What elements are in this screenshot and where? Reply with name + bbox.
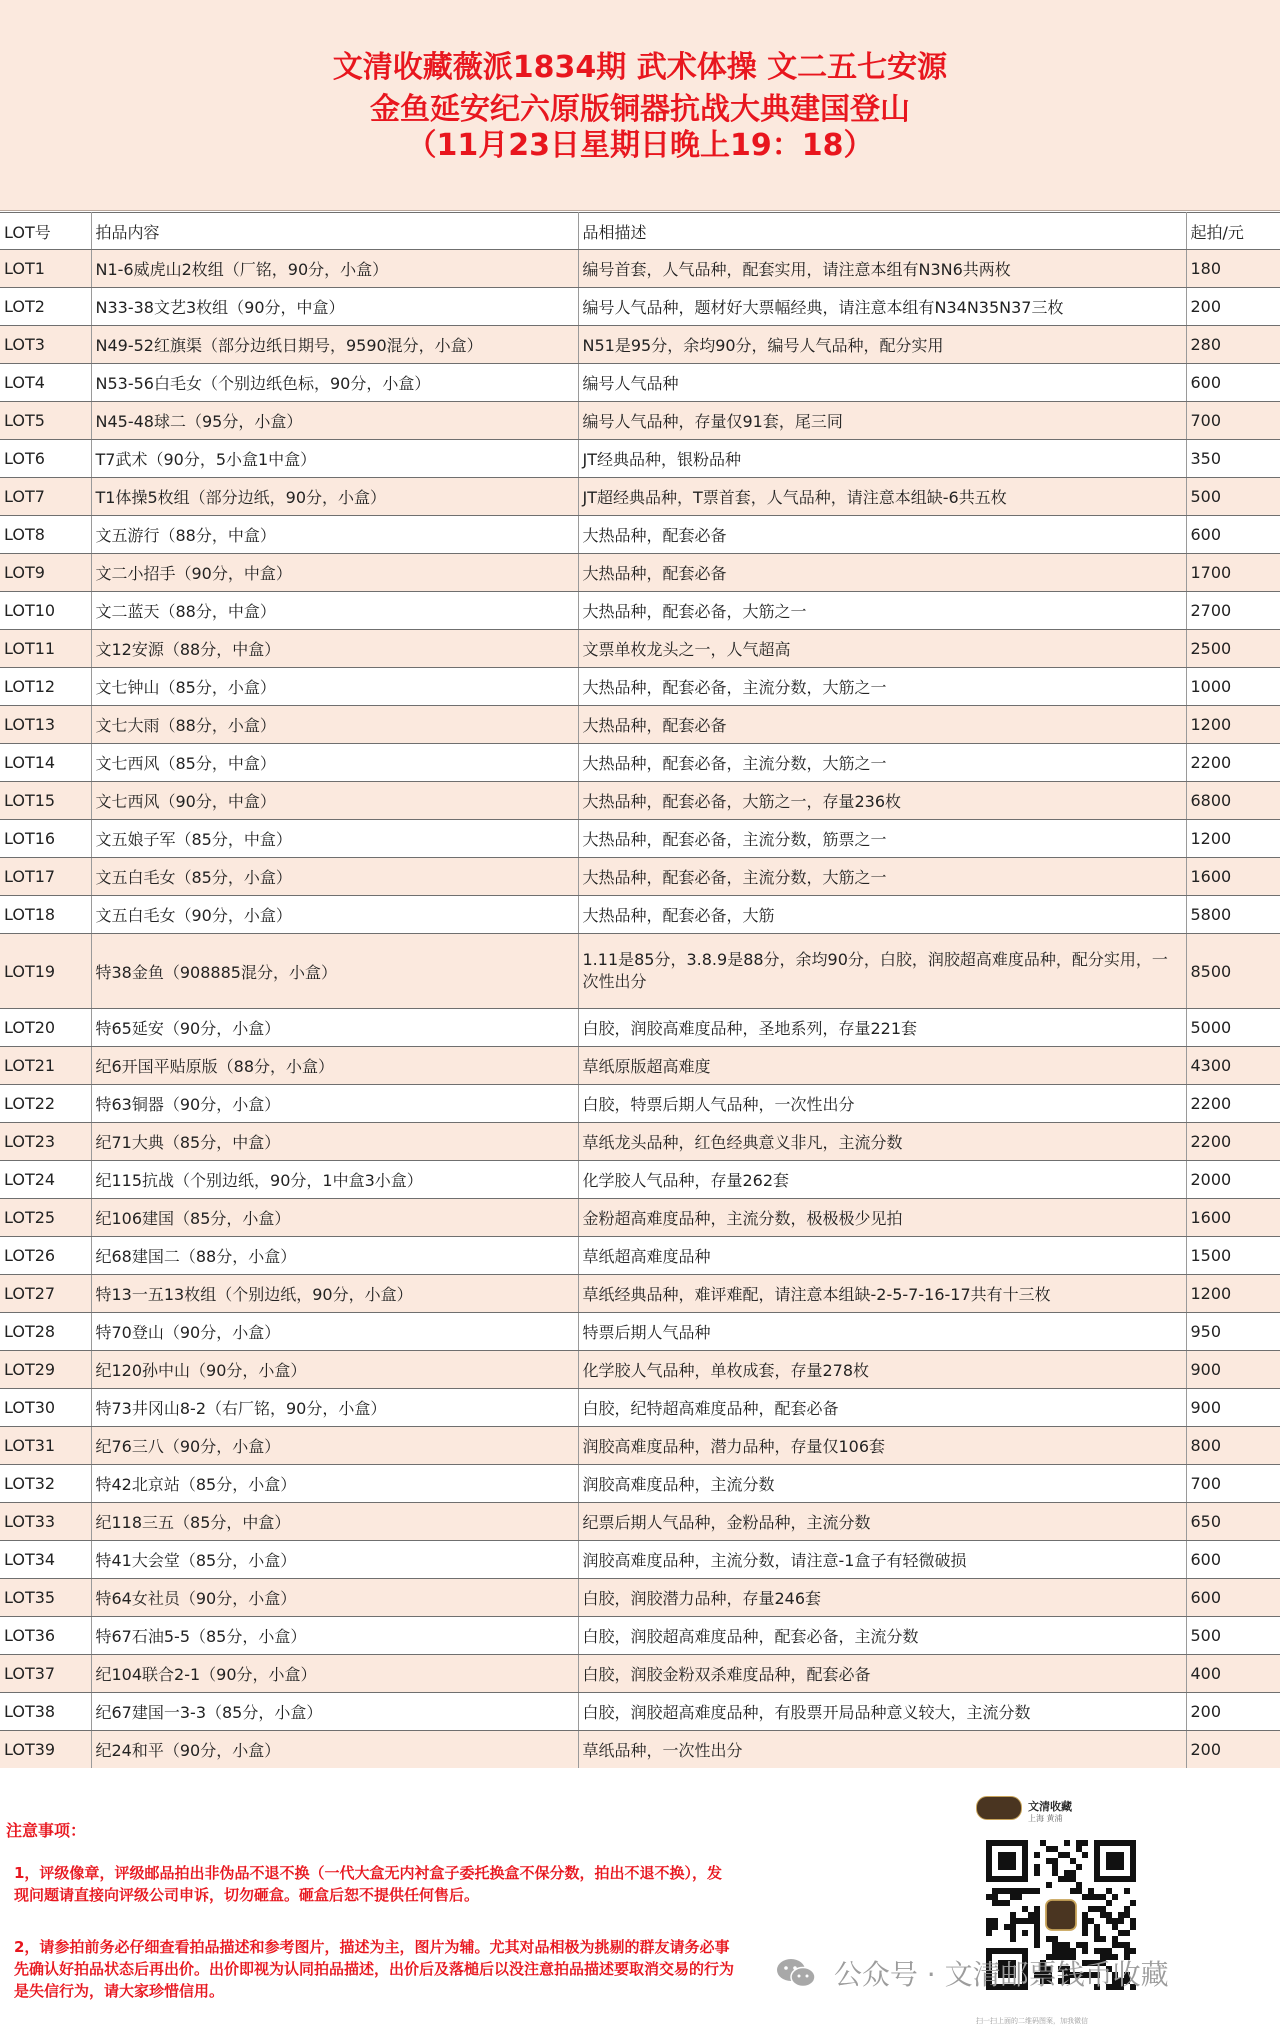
table-row	[0, 1693, 1280, 1731]
cell-lot-number: LOT37	[0, 1655, 91, 1693]
table-row	[0, 934, 1280, 1009]
cell-start-price: 500	[1186, 478, 1280, 516]
table-row	[0, 1427, 1280, 1465]
cell-item: 特41大会堂（85分，小盒）	[91, 1541, 578, 1579]
cell-description: 大热品种，配套必备，主流分数，筋票之一	[578, 820, 1186, 858]
cell-item: 纪118三五（85分，中盒）	[91, 1503, 578, 1541]
cell-lot-number: LOT25	[0, 1199, 91, 1237]
cell-description: 编号人气品种，题材好大票幅经典，请注意本组有N34N35N37三枚	[578, 288, 1186, 326]
cell-item: 纪68建国二（88分，小盒）	[91, 1237, 578, 1275]
table-row	[0, 1161, 1280, 1199]
cell-lot-number: LOT3	[0, 326, 91, 364]
cell-description: 白胶，润胶高难度品种，圣地系列，存量221套	[578, 1009, 1186, 1047]
cell-description: 金粉超高难度品种，主流分数，极极极少见拍	[578, 1199, 1186, 1237]
column-header-item: 拍品内容	[91, 213, 578, 250]
cell-lot-number: LOT13	[0, 706, 91, 744]
qr-brand-location: 上海 黄浦	[1028, 1814, 1063, 1823]
cell-description: 白胶，润胶金粉双杀难度品种，配套必备	[578, 1655, 1186, 1693]
cell-description: 白胶，润胶超高难度品种，配套必备，主流分数	[578, 1617, 1186, 1655]
cell-lot-number: LOT15	[0, 782, 91, 820]
table-row	[0, 1731, 1280, 1769]
title-line-1: 文清收藏薇派1834期 武术体操 文二五七安源	[332, 50, 948, 85]
cell-description: 润胶高难度品种，主流分数，请注意-1盒子有轻微破损	[578, 1541, 1186, 1579]
table-body	[0, 250, 1280, 1769]
cell-item: 纪71大典（85分，中盒）	[91, 1123, 578, 1161]
cell-lot-number: LOT32	[0, 1465, 91, 1503]
table-row	[0, 782, 1280, 820]
cell-item: 纪120孙中山（90分，小盒）	[91, 1351, 578, 1389]
cell-lot-number: LOT26	[0, 1237, 91, 1275]
cell-item: 文五白毛女（85分，小盒）	[91, 858, 578, 896]
cell-lot-number: LOT10	[0, 592, 91, 630]
cell-lot-number: LOT7	[0, 478, 91, 516]
cell-item: T1体操5枚组（部分边纸，90分，小盒）	[91, 478, 578, 516]
cell-lot-number: LOT6	[0, 440, 91, 478]
cell-start-price: 5000	[1186, 1009, 1280, 1047]
title-line-3: （11月23日星期日晚上19：18）	[406, 128, 874, 163]
table-row	[0, 1275, 1280, 1313]
cell-lot-number: LOT1	[0, 250, 91, 288]
table-row	[0, 858, 1280, 896]
cell-item: 特70登山（90分，小盒）	[91, 1313, 578, 1351]
cell-start-price: 180	[1186, 250, 1280, 288]
cell-start-price: 8500	[1186, 934, 1280, 1009]
cell-item: 文七西风（90分，中盒）	[91, 782, 578, 820]
cell-start-price: 500	[1186, 1617, 1280, 1655]
qr-brand-name: 文清收藏	[1028, 1800, 1072, 1813]
qr-caption: 扫一扫上面的二维码图案，加我微信	[976, 2017, 1088, 2025]
cell-description: JT经典品种，银粉品种	[578, 440, 1186, 478]
cell-lot-number: LOT21	[0, 1047, 91, 1085]
cell-item: 文二小招手（90分，中盒）	[91, 554, 578, 592]
cell-start-price: 200	[1186, 288, 1280, 326]
table-row	[0, 1503, 1280, 1541]
cell-lot-number: LOT19	[0, 934, 91, 1009]
table-row	[0, 1123, 1280, 1161]
table-row	[0, 1389, 1280, 1427]
cell-item: 纪104联合2-1（90分，小盒）	[91, 1655, 578, 1693]
cell-lot-number: LOT8	[0, 516, 91, 554]
table-row	[0, 516, 1280, 554]
cell-item: T7武术（90分，5小盒1中盒）	[91, 440, 578, 478]
table-row	[0, 820, 1280, 858]
cell-lot-number: LOT24	[0, 1161, 91, 1199]
cell-start-price: 1000	[1186, 668, 1280, 706]
cell-description: 草纸龙头品种，红色经典意义非凡，主流分数	[578, 1123, 1186, 1161]
cell-lot-number: LOT9	[0, 554, 91, 592]
cell-description: 大热品种，配套必备，大筋	[578, 896, 1186, 934]
table-header-row	[0, 213, 1280, 250]
cell-item: 特73井冈山8-2（右厂铭，90分，小盒）	[91, 1389, 578, 1427]
cell-description: 白胶，润胶超高难度品种，有股票开局品种意义较大，主流分数	[578, 1693, 1186, 1731]
cell-start-price: 650	[1186, 1503, 1280, 1541]
table-row	[0, 744, 1280, 782]
cell-start-price: 1500	[1186, 1237, 1280, 1275]
cell-start-price: 900	[1186, 1389, 1280, 1427]
cell-start-price: 2000	[1186, 1161, 1280, 1199]
cell-item: N1-6威虎山2枚组（厂铭，90分，小盒）	[91, 250, 578, 288]
cell-item: 文12安源（88分，中盒）	[91, 630, 578, 668]
cell-start-price: 800	[1186, 1427, 1280, 1465]
table-row	[0, 1085, 1280, 1123]
cell-start-price: 5800	[1186, 896, 1280, 934]
cell-description: 大热品种，配套必备	[578, 554, 1186, 592]
cell-start-price: 280	[1186, 326, 1280, 364]
table-row	[0, 1237, 1280, 1275]
cell-item: 纪115抗战（个别边纸，90分，1中盒3小盒）	[91, 1161, 578, 1199]
cell-description: 大热品种，配套必备，主流分数，大筋之一	[578, 744, 1186, 782]
cell-lot-number: LOT18	[0, 896, 91, 934]
cell-start-price: 950	[1186, 1313, 1280, 1351]
column-header-lot: LOT号	[0, 213, 91, 250]
cell-description: 编号首套，人气品种，配套实用，请注意本组有N3N6共两枚	[578, 250, 1186, 288]
cell-description: 大热品种，配套必备	[578, 706, 1186, 744]
cell-item: 文二蓝天（88分，中盒）	[91, 592, 578, 630]
cell-lot-number: LOT28	[0, 1313, 91, 1351]
cell-item: 特42北京站（85分，小盒）	[91, 1465, 578, 1503]
qr-brand	[976, 1796, 1126, 1826]
cell-lot-number: LOT27	[0, 1275, 91, 1313]
cell-description: 大热品种，配套必备	[578, 516, 1186, 554]
table-row	[0, 1579, 1280, 1617]
cell-start-price: 1700	[1186, 554, 1280, 592]
notes-paragraph-2: 2，请参拍前务必仔细查看拍品描述和参考图片，描述为主，图片为辅。尤其对品相极为挑剔的群友请务必事先确认好拍品状态后再出价。出价即视为认同拍品描述，出价后及落槌后以没注意拍品描述要取消交易的行为是失信行为，请大家珍惜信用。	[14, 1938, 735, 2000]
column-header-start-price: 起拍/元	[1186, 213, 1280, 250]
cell-item: 特13一五13枚组（个别边纸，90分，小盒）	[91, 1275, 578, 1313]
cell-description: 草纸原版超高难度	[578, 1047, 1186, 1085]
column-header-description: 品相描述	[578, 213, 1186, 250]
cell-lot-number: LOT23	[0, 1123, 91, 1161]
table-row	[0, 250, 1280, 288]
table-row	[0, 1465, 1280, 1503]
cell-item: 文七大雨（88分，小盒）	[91, 706, 578, 744]
cell-start-price: 700	[1186, 1465, 1280, 1503]
cell-description: 1.11是85分，3.8.9是88分，余均90分，白胶，润胶超高难度品种，配分实用，一次性出分	[578, 934, 1186, 1009]
cell-lot-number: LOT4	[0, 364, 91, 402]
cell-item: 文七西风（85分，中盒）	[91, 744, 578, 782]
cell-description: N51是95分，余均90分，编号人气品种，配分实用	[578, 326, 1186, 364]
cell-item: 纪6开国平贴原版（88分，小盒）	[91, 1047, 578, 1085]
cell-start-price: 6800	[1186, 782, 1280, 820]
watermark-text: 公众号 · 文清邮票钱币收藏	[833, 1958, 1169, 1991]
table-row	[0, 1617, 1280, 1655]
cell-start-price: 200	[1186, 1731, 1280, 1769]
cell-lot-number: LOT36	[0, 1617, 91, 1655]
cell-lot-number: LOT16	[0, 820, 91, 858]
cell-item: 特64女社员（90分，小盒）	[91, 1579, 578, 1617]
cell-start-price: 1600	[1186, 858, 1280, 896]
cell-description: 草纸品种，一次性出分	[578, 1731, 1186, 1769]
cell-item: N45-48球二（95分，小盒）	[91, 402, 578, 440]
cell-item: 特63铜器（90分，小盒）	[91, 1085, 578, 1123]
cell-start-price: 1200	[1186, 820, 1280, 858]
table-row	[0, 668, 1280, 706]
cell-item: N49-52红旗渠（部分边纸日期号，9590混分，小盒）	[91, 326, 578, 364]
table-row	[0, 1351, 1280, 1389]
cell-lot-number: LOT12	[0, 668, 91, 706]
cell-item: 纪67建国一3-3（85分，小盒）	[91, 1693, 578, 1731]
cell-start-price: 200	[1186, 1693, 1280, 1731]
cell-description: 草纸经典品种，难评难配，请注意本组缺-2-5-7-16-17共有十三枚	[578, 1275, 1186, 1313]
cell-lot-number: LOT30	[0, 1389, 91, 1427]
cell-description: 白胶，纪特超高难度品种，配套必备	[578, 1389, 1186, 1427]
cell-lot-number: LOT20	[0, 1009, 91, 1047]
wechat-icon	[775, 1957, 817, 1989]
cell-start-price: 2200	[1186, 1123, 1280, 1161]
cell-description: 白胶，特票后期人气品种，一次性出分	[578, 1085, 1186, 1123]
cell-start-price: 600	[1186, 1541, 1280, 1579]
cell-start-price: 600	[1186, 516, 1280, 554]
cell-lot-number: LOT17	[0, 858, 91, 896]
table-row	[0, 478, 1280, 516]
cell-start-price: 600	[1186, 364, 1280, 402]
cell-lot-number: LOT38	[0, 1693, 91, 1731]
cell-lot-number: LOT22	[0, 1085, 91, 1123]
table-row	[0, 896, 1280, 934]
cell-lot-number: LOT31	[0, 1427, 91, 1465]
cell-description: 纪票后期人气品种，金粉品种，主流分数	[578, 1503, 1186, 1541]
cell-start-price: 400	[1186, 1655, 1280, 1693]
table-row	[0, 364, 1280, 402]
table-row	[0, 1313, 1280, 1351]
cell-lot-number: LOT34	[0, 1541, 91, 1579]
table-row	[0, 1655, 1280, 1693]
cell-item: 纪106建国（85分，小盒）	[91, 1199, 578, 1237]
cell-description: 润胶高难度品种，主流分数	[578, 1465, 1186, 1503]
notes-paragraph-1: 1，评级像章，评级邮品拍出非伪品不退不换（一代大盒无内衬盒子委托换盒不保分数，拍出不退不换），发现问题请直接向评级公司申诉，切勿砸盒。砸盒后恕不提供任何售后。	[14, 1864, 722, 1904]
cell-start-price: 2700	[1186, 592, 1280, 630]
cell-description: 大热品种，配套必备，大筋之一，存量236枚	[578, 782, 1186, 820]
table-row	[0, 440, 1280, 478]
cell-start-price: 2500	[1186, 630, 1280, 668]
cell-description: 编号人气品种，存量仅91套，尾三同	[578, 402, 1186, 440]
cell-lot-number: LOT5	[0, 402, 91, 440]
table-row	[0, 326, 1280, 364]
table-row	[0, 288, 1280, 326]
cell-start-price: 2200	[1186, 1085, 1280, 1123]
cell-description: 白胶，润胶潜力品种，存量246套	[578, 1579, 1186, 1617]
cell-lot-number: LOT11	[0, 630, 91, 668]
cell-item: 特67石油5-5（85分，小盒）	[91, 1617, 578, 1655]
cell-start-price: 350	[1186, 440, 1280, 478]
cell-lot-number: LOT29	[0, 1351, 91, 1389]
cell-description: 化学胶人气品种，存量262套	[578, 1161, 1186, 1199]
cell-start-price: 1200	[1186, 1275, 1280, 1313]
table-row	[0, 554, 1280, 592]
cell-description: 大热品种，配套必备，主流分数，大筋之一	[578, 668, 1186, 706]
cell-lot-number: LOT39	[0, 1731, 91, 1769]
cell-description: 草纸超高难度品种	[578, 1237, 1186, 1275]
table-row	[0, 1199, 1280, 1237]
table-row	[0, 1047, 1280, 1085]
cell-start-price: 2200	[1186, 744, 1280, 782]
cell-item: 纪24和平（90分，小盒）	[91, 1731, 578, 1769]
cell-lot-number: LOT33	[0, 1503, 91, 1541]
table-row	[0, 1009, 1280, 1047]
table-row	[0, 592, 1280, 630]
cell-description: 特票后期人气品种	[578, 1313, 1186, 1351]
auction-lot-table	[0, 212, 1280, 1769]
cell-description: 大热品种，配套必备，大筋之一	[578, 592, 1186, 630]
cell-item: N33-38文艺3枚组（90分，中盒）	[91, 288, 578, 326]
cell-description: 编号人气品种	[578, 364, 1186, 402]
notes-title: 注意事项：	[6, 1821, 87, 1840]
account-watermark	[775, 1953, 1169, 1993]
cell-item: 文五游行（88分，中盒）	[91, 516, 578, 554]
table-row	[0, 1541, 1280, 1579]
cell-lot-number: LOT2	[0, 288, 91, 326]
cell-description: 润胶高难度品种，潜力品种，存量仅106套	[578, 1427, 1186, 1465]
cell-item: 文七钟山（85分，小盒）	[91, 668, 578, 706]
cell-start-price: 1600	[1186, 1199, 1280, 1237]
cell-start-price: 600	[1186, 1579, 1280, 1617]
table-row	[0, 402, 1280, 440]
cell-start-price: 900	[1186, 1351, 1280, 1389]
cell-item: 特65延安（90分，小盒）	[91, 1009, 578, 1047]
cell-description: 大热品种，配套必备，主流分数，大筋之一	[578, 858, 1186, 896]
cell-item: 文五白毛女（90分，小盒）	[91, 896, 578, 934]
cell-lot-number: LOT14	[0, 744, 91, 782]
cell-item: 文五娘子军（85分，中盒）	[91, 820, 578, 858]
brand-logo-icon	[976, 1796, 1022, 1820]
cell-item: 特38金鱼（908885混分，小盒）	[91, 934, 578, 1009]
cell-description: 化学胶人气品种，单枚成套，存量278枚	[578, 1351, 1186, 1389]
table-row	[0, 706, 1280, 744]
cell-start-price: 1200	[1186, 706, 1280, 744]
cell-description: 文票单枚龙头之一，人气超高	[578, 630, 1186, 668]
cell-item: 纪76三八（90分，小盒）	[91, 1427, 578, 1465]
cell-description: JT超经典品种，T票首套，人气品种，请注意本组缺-6共五枚	[578, 478, 1186, 516]
title-line-2: 金鱼延安纪六原版铜器抗战大典建国登山	[370, 92, 910, 127]
cell-lot-number: LOT35	[0, 1579, 91, 1617]
page-header	[0, 0, 1280, 211]
table-row	[0, 630, 1280, 668]
cell-item: N53-56白毛女（个别边纸色标，90分，小盒）	[91, 364, 578, 402]
cell-start-price: 700	[1186, 402, 1280, 440]
cell-start-price: 4300	[1186, 1047, 1280, 1085]
